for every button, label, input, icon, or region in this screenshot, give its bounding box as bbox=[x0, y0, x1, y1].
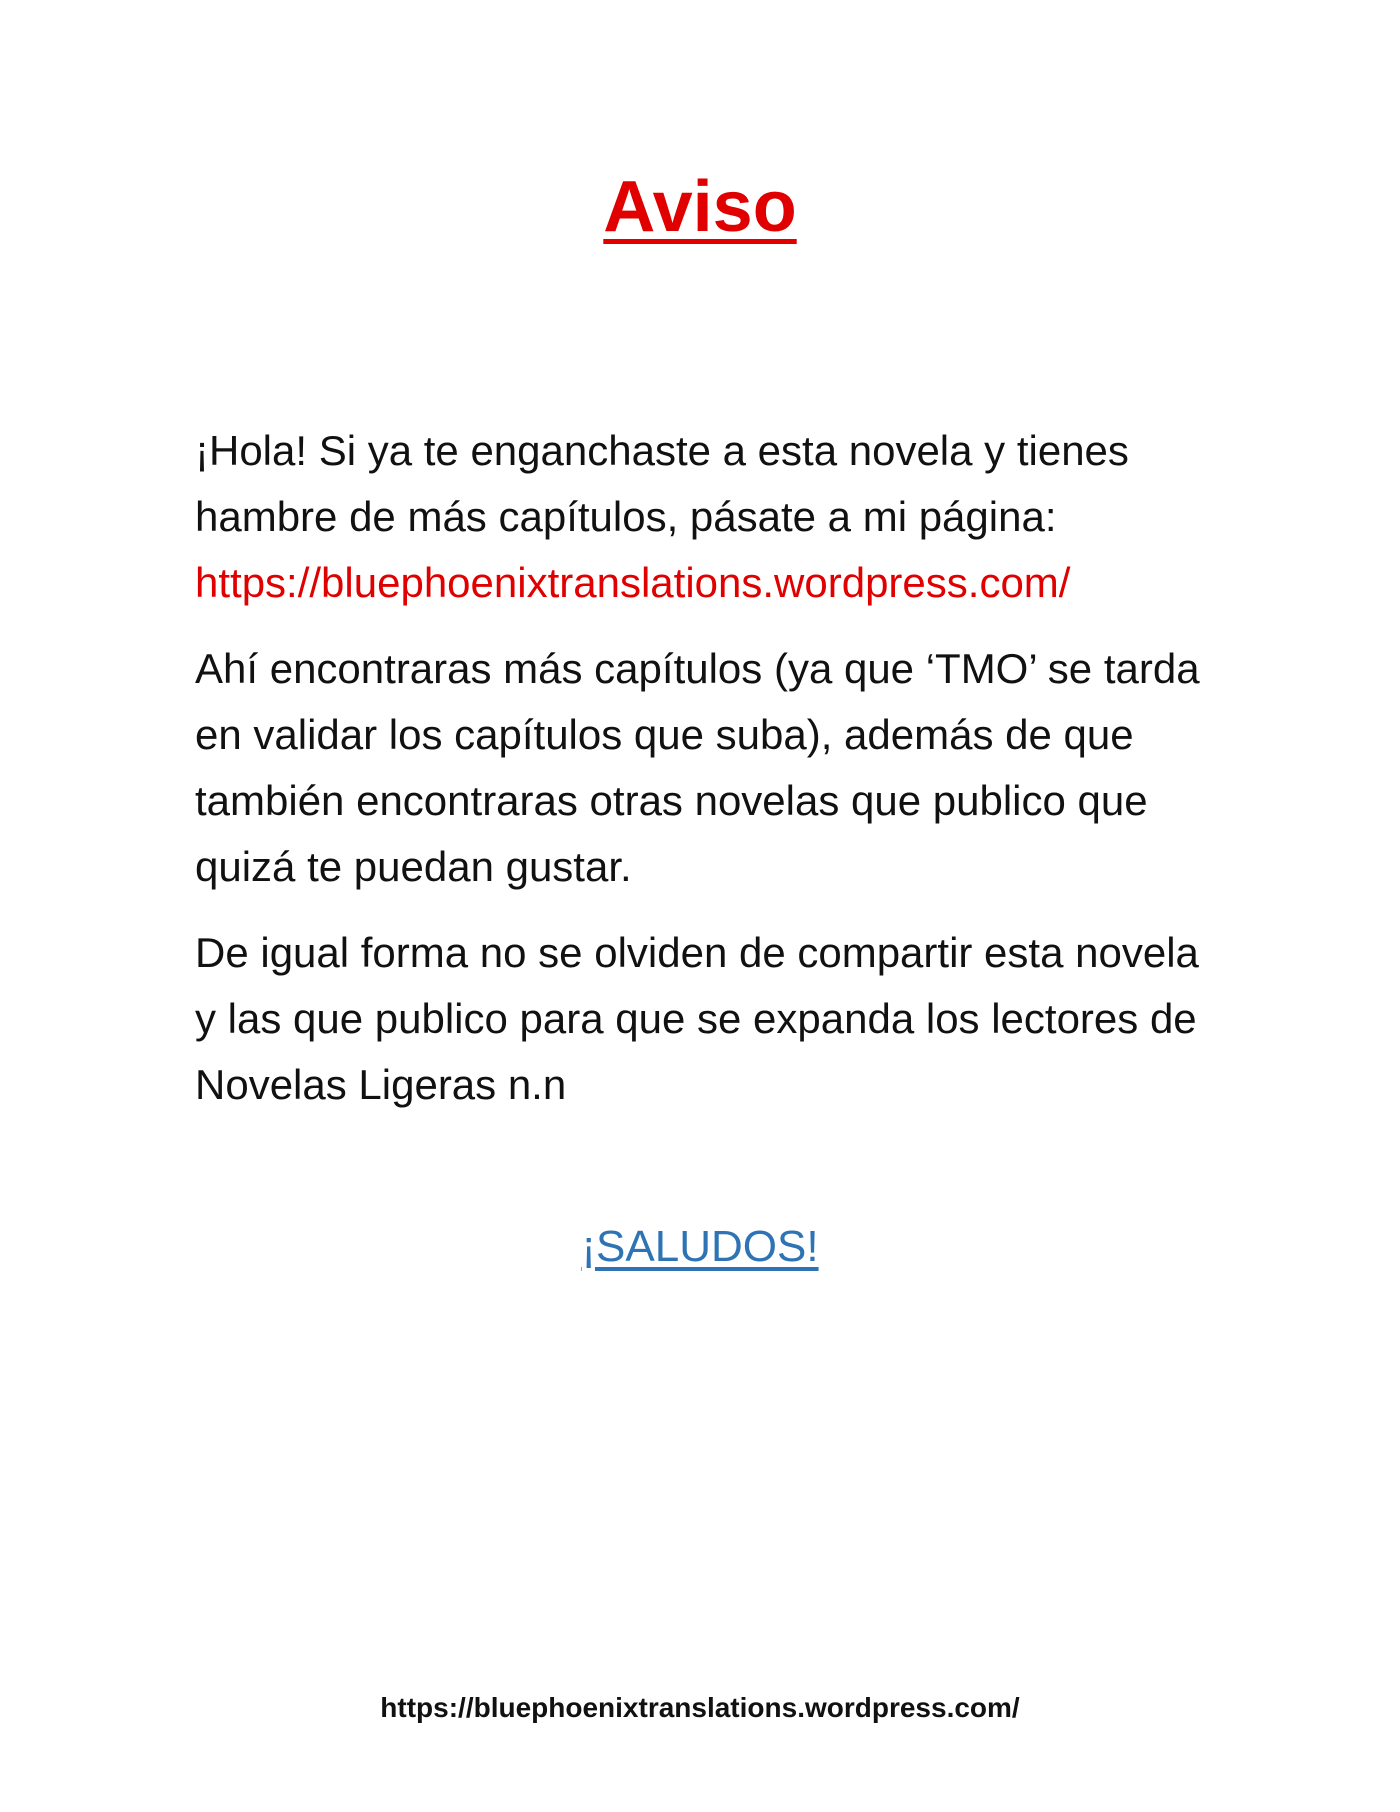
footer-url: https://bluephoenixtranslations.wordpress.com/ bbox=[380, 1692, 1020, 1723]
intro-text: ¡Hola! Si ya te enganchaste a esta novela y tienes hambre de más capítulos, pásate a mi página: bbox=[195, 427, 1129, 540]
site-link[interactable]: https://bluephoenixtranslations.wordpress.com/ bbox=[195, 559, 1071, 606]
greeting-link[interactable]: ¡SALUDOS! bbox=[581, 1222, 819, 1271]
paragraph-share: De igual forma no se olviden de compartir esta novela y las que publico para que se expanda los lectores de Novelas Ligeras n.n bbox=[195, 929, 1199, 1108]
page-title: Aviso bbox=[603, 167, 797, 247]
paragraph-more-chapters: Ahí encontraras más capítulos (ya que ‘TMO’ se tarda en validar los capítulos que suba), además de que también encontraras otras novelas que publico que quizá te puedan gustar. bbox=[195, 645, 1200, 890]
intro-paragraph bbox=[195, 418, 1225, 616]
notice-body bbox=[195, 418, 1225, 1138]
